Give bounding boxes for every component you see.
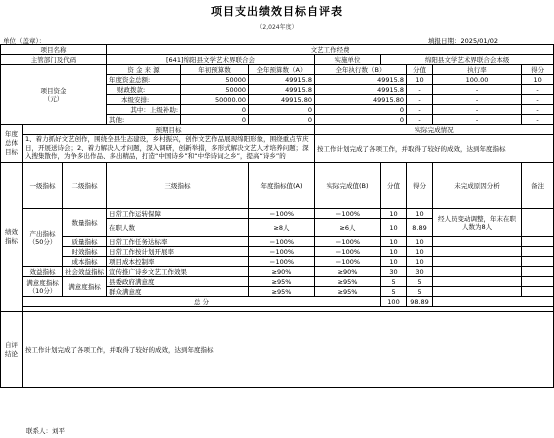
perf-l2: 质量指标 [63,237,107,247]
perf-a: ＝100% [249,237,315,247]
perf-a: ≥95% [249,277,315,287]
perf-header-l3: 三级指标 [107,163,249,209]
perf-row [1,257,554,267]
funds-initial: 50000 [181,85,249,95]
perf-a: ≥95% [249,287,315,297]
perf-b: ＝100% [315,209,381,219]
perf-header-a: 年度指标值(A) [249,163,315,209]
funds-header-initial: 年初预算数 [181,65,249,75]
perf-reason-empty [433,267,522,277]
perf-b: ≥90% [315,267,381,277]
perf-header-got: 得分 [407,163,433,209]
perf-score: 10 [381,219,407,237]
perf-note [522,209,554,237]
funds-budget: 0 [249,115,315,125]
perf-b: ≥6人 [315,219,381,237]
perf-got: 10 [407,209,433,219]
funds-source: 其他: [107,115,181,125]
perf-l3: 县委政府满意度 [107,277,249,287]
funds-header-got: 得分 [522,65,554,75]
total-score: 100 [381,297,407,307]
funds-score: 10 [407,75,433,85]
total-row [1,297,554,307]
evaluation-row [1,312,554,388]
perf-l2: 社会效益指标 [63,267,107,277]
perf-header-row [1,163,554,209]
perf-header-score: 分值 [381,163,407,209]
perf-l3: 日常工作运转保障 [107,209,249,219]
goals-plan-text: 1、着力抓好文艺创作，围绕全县生态建设，乡村振兴，创作文艺作品展现绵阳形象，围绕重点节庆日，开展送诗会；2、着力解决人才问题，深入调研，创新举措，多形式解决文艺人才培养问题；深入搜集散作，为争多出作品、多出精品，打造“中国诗乡”和“中华诗词之乡”，提高“诗乡”的 [23,135,315,163]
funds-initial: 50000.00 [181,95,249,105]
perf-score: 10 [381,209,407,219]
impl-label: 实施单位 [315,55,381,65]
perf-label: 绩效指标 [1,163,23,312]
perf-header-l1: 一级指标 [23,163,63,209]
perf-l3: 日常工作任务达标率 [107,237,249,247]
funds-got: - [522,95,554,105]
total-got: 98.89 [407,297,433,307]
form-title: 项目支出绩效目标自评表 [211,5,343,18]
funds-label [1,65,107,125]
funds-score: - [407,115,433,125]
funds-initial: 0 [181,105,249,115]
perf-got: 8.89 [407,219,433,237]
funds-got: - [522,105,554,115]
perf-a: ＝100% [249,257,315,267]
perf-reason-empty [433,257,522,267]
perf-reason-empty [433,287,522,297]
perf-got: 5 [407,287,433,297]
perf-b: ＝100% [315,237,381,247]
perf-note [522,277,554,287]
evaluation-text: 按工作计划完成了各项工作，并取得了较好的成效，达到年度指标 [23,312,554,388]
perf-score: 10 [381,257,407,267]
perf-b: ≥95% [315,277,381,287]
perf-b: ≥95% [315,287,381,297]
total-empty [433,297,554,307]
perf-reason-empty [433,247,522,257]
perf-header-l2: 二级指标 [63,163,107,209]
perf-l2: 成本指标 [63,257,107,267]
form-year: （2,024年度） [256,24,298,31]
project-name: 文艺工作经费 [107,45,554,55]
perf-got: 10 [407,257,433,267]
evaluation-label: 自评结论 [1,312,23,388]
perf-note [522,247,554,257]
perf-row [1,247,554,257]
funds-header-row [1,65,554,75]
funds-rate: - [433,95,522,105]
perf-score: 5 [381,287,407,297]
funds-header-budget: 全年预算数（A） [249,65,315,75]
perf-l3: 日常工作按计划开展率 [107,247,249,257]
funds-budget: 49915.80 [249,95,315,105]
perf-l2: 数量指标 [63,209,107,237]
funds-header-rate: 执行率 [433,65,522,75]
perf-row [1,237,554,247]
funds-budget: 49915.8 [249,75,315,85]
funds-source: 财政拨款: [107,85,181,95]
funds-exec: 0 [315,115,407,125]
perf-l2: 满意度指标 [63,277,107,297]
perf-b: ＝100% [315,257,381,267]
perf-got: 10 [407,247,433,257]
goals-content-row [1,135,554,163]
perf-l2: 时效指标 [63,247,107,257]
funds-got: - [522,115,554,125]
goals-header-row [1,125,554,135]
funds-exec: 49915.8 [315,75,407,85]
perf-score: 5 [381,277,407,287]
perf-note [522,237,554,247]
perf-l3: 宣传推广诗乡文艺工作效果 [107,267,249,277]
perf-reason: 经人员变动调整，年末在职人数为8人 [433,209,522,237]
funds-header-exec: 全年执行数（B） [315,65,407,75]
project-name-row [1,45,554,55]
perf-row [1,267,554,277]
perf-a: ≥8人 [249,219,315,237]
funds-rate: 100.00 [433,75,522,85]
goals-actual-text: 按工作计划完成了各项工作，并取得了较好的成效，达到年度指标 [315,135,554,163]
perf-l3: 群众满意度 [107,287,249,297]
dept-label: 主管部门及代码 [1,55,107,65]
funds-label-text: 项目资金 （元） [40,86,67,103]
perf-row [1,277,554,287]
perf-score: 10 [381,237,407,247]
perf-header-note: 备注 [522,163,554,209]
funds-header-source: 资 金 来 源 [107,65,181,75]
perf-got: 10 [407,237,433,247]
perf-a: ≥90% [249,267,315,277]
perf-reason-empty [433,277,522,287]
perf-got: 30 [407,267,433,277]
satisfaction-indicator-label: 满意度指标 （10分） [23,277,63,297]
evaluation-table [0,44,554,388]
goals-plan-header: 预期目标 [23,125,315,135]
perf-l3: 在职人数 [107,219,249,237]
funds-rate: - [433,105,522,115]
dept-value: [641]绵阳县文学艺术界联合会 [107,55,315,65]
unit-label: 单位（盖章）： [3,37,46,45]
funds-source: 本级安排: [107,95,181,105]
goals-actual-header: 实际完成情况 [315,125,554,135]
effect-indicator-label: 效益指标 [23,267,63,277]
funds-exec: 49915.8 [315,85,407,95]
funds-exec: 0 [315,105,407,115]
funds-exec: 49915.80 [315,95,407,105]
perf-a: ＝100% [249,209,315,219]
perf-note [522,257,554,267]
funds-budget: 49915.8 [249,85,315,95]
funds-source: 年度资金总额: [107,75,181,85]
goals-label: 年度总体目标 [1,125,23,163]
perf-note [522,287,554,297]
dept-row [1,55,554,65]
perf-got: 5 [407,277,433,287]
total-label: 总 分 [23,297,381,307]
funds-header-score: 分值 [407,65,433,75]
funds-got: 10 [522,75,554,85]
contact-person: 联系人：刘平 [26,427,65,435]
perf-reason-empty [433,237,522,247]
fill-date: 填报日期：2025/01/02 [428,37,498,45]
perf-header-b: 实际完成值(B) [315,163,381,209]
funds-rate: - [433,115,522,125]
funds-initial: 0 [181,115,249,125]
perf-l3: 项目成本控制率 [107,257,249,267]
funds-score: - [407,85,433,95]
perf-b: ＝100% [315,247,381,257]
funds-score: - [407,95,433,105]
funds-budget: 0 [249,105,315,115]
perf-header-reason: 未完成原因分析 [433,163,522,209]
funds-source: 其中：上级补助: [107,105,181,115]
funds-got: - [522,85,554,95]
perf-score: 30 [381,267,407,277]
perf-row [1,209,554,219]
perf-note [522,267,554,277]
impl-value: 绵阳县文学艺术界联合会本级 [381,55,554,65]
funds-rate: - [433,85,522,95]
project-name-label: 项目名称 [1,45,107,55]
output-indicator-label: 产出指标 （50分） [23,209,63,267]
funds-initial: 50000 [181,75,249,85]
perf-a: ＝100% [249,247,315,257]
funds-score: - [407,105,433,115]
perf-score: 10 [381,247,407,257]
